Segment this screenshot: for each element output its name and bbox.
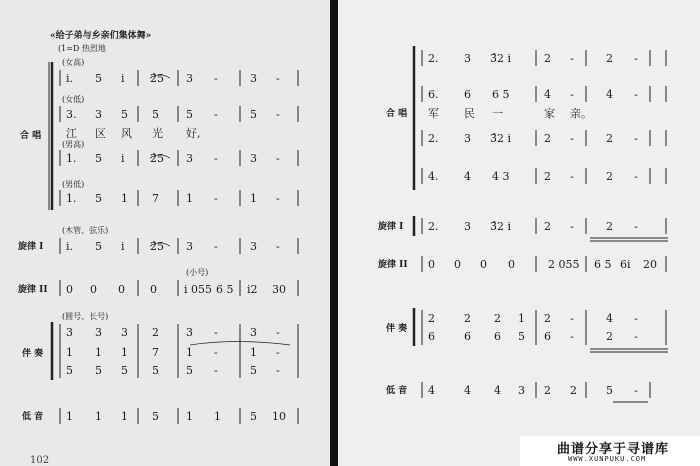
- note: 6: [494, 330, 501, 343]
- part-label-chorus: 合 唱: [20, 131, 42, 141]
- lyric: 光: [152, 127, 163, 140]
- note: 6 5: [594, 258, 612, 271]
- note: 2: [606, 132, 613, 145]
- note: -: [214, 326, 218, 339]
- note: 2̂5: [150, 72, 164, 85]
- voice-marker: (木管、弦乐): [62, 226, 109, 235]
- note: 3: [95, 326, 102, 339]
- note: -: [276, 346, 280, 359]
- note: 1: [186, 346, 193, 359]
- note: 5: [121, 364, 128, 377]
- note: 6: [544, 330, 551, 343]
- note: 5: [95, 240, 102, 253]
- watermark-url[interactable]: WWW.XUNPUKU.COM: [568, 455, 647, 463]
- key-signature: (1=D 热烈地: [58, 44, 106, 53]
- note: 6.: [428, 88, 439, 101]
- note: -: [276, 72, 280, 85]
- note: 4: [464, 384, 471, 397]
- note: 4: [464, 170, 471, 183]
- note: i: [121, 152, 125, 165]
- note: 3: [250, 152, 257, 165]
- note: 1: [95, 346, 102, 359]
- note: -: [634, 52, 638, 65]
- note: 0: [428, 258, 435, 271]
- note: 2: [544, 220, 551, 233]
- voice-marker: (女低): [62, 95, 85, 104]
- note: -: [214, 72, 218, 85]
- note: -: [634, 132, 638, 145]
- note: 5: [95, 152, 102, 165]
- note: 6 5: [492, 88, 510, 101]
- note: 1: [121, 346, 128, 359]
- part-label-melody1: 旋律 I: [18, 242, 44, 252]
- note: -: [214, 364, 218, 377]
- note: -: [214, 192, 218, 205]
- note: 2: [544, 384, 551, 397]
- right-page: [338, 0, 700, 466]
- note: 1: [121, 192, 128, 205]
- note: 5: [250, 108, 257, 121]
- note: -: [276, 364, 280, 377]
- note: 2: [606, 52, 613, 65]
- note: 1.: [66, 192, 77, 205]
- note: 2 055: [548, 258, 580, 271]
- lyric: 风: [121, 127, 132, 140]
- note: 6i: [620, 258, 631, 271]
- note: 2: [570, 384, 577, 397]
- note: -: [276, 108, 280, 121]
- note: -: [214, 240, 218, 253]
- note: -: [276, 240, 280, 253]
- note: 4 3: [492, 170, 510, 183]
- lyric: 好,: [186, 127, 201, 140]
- note: 1: [66, 346, 73, 359]
- note: 0: [118, 283, 125, 296]
- note: 3: [95, 108, 102, 121]
- note: 2: [544, 312, 551, 325]
- note: i 055: [184, 283, 213, 296]
- note: 1: [186, 192, 193, 205]
- note: 1: [121, 410, 128, 423]
- note: -: [634, 384, 638, 397]
- note: 0: [90, 283, 97, 296]
- note: -: [570, 88, 574, 101]
- note: 6: [428, 330, 435, 343]
- note: 3: [250, 72, 257, 85]
- note: 2̂5: [150, 152, 164, 165]
- note: i2: [247, 283, 258, 296]
- note: 5: [250, 410, 257, 423]
- voice-marker: (女高): [62, 58, 85, 67]
- note: 5: [606, 384, 613, 397]
- lyric: 区: [95, 127, 106, 140]
- note: 1.: [66, 152, 77, 165]
- note: 3: [186, 240, 193, 253]
- note: 4: [606, 88, 613, 101]
- note: 5: [152, 364, 159, 377]
- note: i: [121, 240, 125, 253]
- note: 3: [464, 132, 471, 145]
- note: -: [214, 108, 218, 121]
- lyric: 家: [544, 107, 555, 120]
- note: 2: [494, 312, 501, 325]
- note: -: [570, 132, 574, 145]
- note: 20: [643, 258, 657, 271]
- note: -: [570, 330, 574, 343]
- part-label-melody2: 旋律 II: [18, 285, 48, 295]
- lyric: 亲。: [570, 107, 592, 120]
- note: 3̂2 i: [490, 52, 512, 65]
- note: -: [634, 88, 638, 101]
- note: 0: [508, 258, 515, 271]
- note: 4.: [428, 170, 439, 183]
- note: 0: [150, 283, 157, 296]
- note: 3: [250, 326, 257, 339]
- note: 3: [250, 240, 257, 253]
- note: 5: [95, 72, 102, 85]
- note: 2.: [428, 132, 439, 145]
- part-label-chorus: 合 唱: [386, 109, 408, 119]
- lyric: 军: [428, 107, 439, 120]
- note: 4: [544, 88, 551, 101]
- voice-marker: (小号): [186, 268, 209, 277]
- note: 1: [214, 410, 221, 423]
- note: 5: [95, 192, 102, 205]
- note: 2: [544, 170, 551, 183]
- note: 5: [66, 364, 73, 377]
- note: 3: [186, 72, 193, 85]
- note: -: [634, 170, 638, 183]
- note: 7: [152, 192, 159, 205]
- site-watermark[interactable]: [520, 436, 700, 466]
- part-label-bass: 低 音: [22, 412, 44, 422]
- lyric: 一: [492, 107, 503, 120]
- note: 0: [66, 283, 73, 296]
- part-label-accomp: 伴 奏: [386, 324, 408, 334]
- note: -: [634, 220, 638, 233]
- note: -: [570, 52, 574, 65]
- note: -: [570, 312, 574, 325]
- note: 3.: [66, 108, 77, 121]
- note: 2: [606, 220, 613, 233]
- note: 6: [464, 330, 471, 343]
- note: 30: [272, 283, 286, 296]
- note: 3: [186, 152, 193, 165]
- note: 3̂2 i: [490, 220, 512, 233]
- note: 1: [250, 192, 257, 205]
- note: 2: [544, 52, 551, 65]
- lyric: 江: [66, 127, 77, 140]
- note: 2̂5: [150, 240, 164, 253]
- watermark-title: 曲谱分享于寻谱库: [557, 442, 670, 457]
- note: 5: [152, 410, 159, 423]
- score-title: «给子弟与乡亲们集体舞»: [50, 31, 152, 41]
- note: 4: [428, 384, 435, 397]
- note: 5: [186, 364, 193, 377]
- note: 2: [428, 312, 435, 325]
- note: -: [634, 312, 638, 325]
- note: 0: [454, 258, 461, 271]
- note: 6 5: [216, 283, 234, 296]
- note: 1: [186, 410, 193, 423]
- part-label-accomp: 伴 奏: [22, 349, 44, 359]
- note: 1: [250, 346, 257, 359]
- left-staff-lines: [0, 0, 330, 466]
- note: -: [570, 170, 574, 183]
- note: 2: [606, 170, 613, 183]
- note: 3: [518, 384, 525, 397]
- note: i.: [66, 240, 74, 253]
- note: -: [570, 220, 574, 233]
- part-label-melody2: 旋律 II: [378, 260, 408, 270]
- note: 3: [186, 326, 193, 339]
- note: 1: [95, 410, 102, 423]
- note: i: [121, 72, 125, 85]
- note: 5: [186, 108, 193, 121]
- note: 5: [250, 364, 257, 377]
- note: 3: [464, 220, 471, 233]
- voice-marker: (男高): [62, 140, 85, 149]
- note: 4: [494, 384, 501, 397]
- note: 3: [121, 326, 128, 339]
- note: 5: [121, 108, 128, 121]
- note: 0: [480, 258, 487, 271]
- note: 5: [95, 364, 102, 377]
- note: -: [214, 346, 218, 359]
- page-number: 102: [30, 455, 50, 466]
- note: 2: [152, 326, 159, 339]
- note: 5: [518, 330, 525, 343]
- part-label-melody1: 旋律 I: [378, 222, 404, 232]
- note: 2: [544, 132, 551, 145]
- lyric: 民: [464, 107, 475, 120]
- voice-marker: (男低): [62, 180, 85, 189]
- note: 3: [464, 52, 471, 65]
- note: -: [276, 152, 280, 165]
- note: -: [634, 330, 638, 343]
- note: -: [276, 326, 280, 339]
- note: 5: [152, 108, 159, 121]
- note: 4: [606, 312, 613, 325]
- note: 1: [66, 410, 73, 423]
- note: 2.: [428, 52, 439, 65]
- left-page: [0, 0, 330, 466]
- note: 3: [66, 326, 73, 339]
- note: 6: [464, 88, 471, 101]
- note: 2.: [428, 220, 439, 233]
- part-label-bass: 低 音: [386, 386, 408, 396]
- note: 2: [606, 330, 613, 343]
- note: 10: [272, 410, 286, 423]
- note: i.: [66, 72, 74, 85]
- voice-marker: (圆号、长号): [62, 312, 109, 321]
- note: 3̂2 i: [490, 132, 512, 145]
- note: -: [214, 152, 218, 165]
- book-gutter: [330, 0, 338, 466]
- note: 7: [152, 346, 159, 359]
- note: -: [276, 192, 280, 205]
- note: 2: [464, 312, 471, 325]
- note: 1: [518, 312, 525, 325]
